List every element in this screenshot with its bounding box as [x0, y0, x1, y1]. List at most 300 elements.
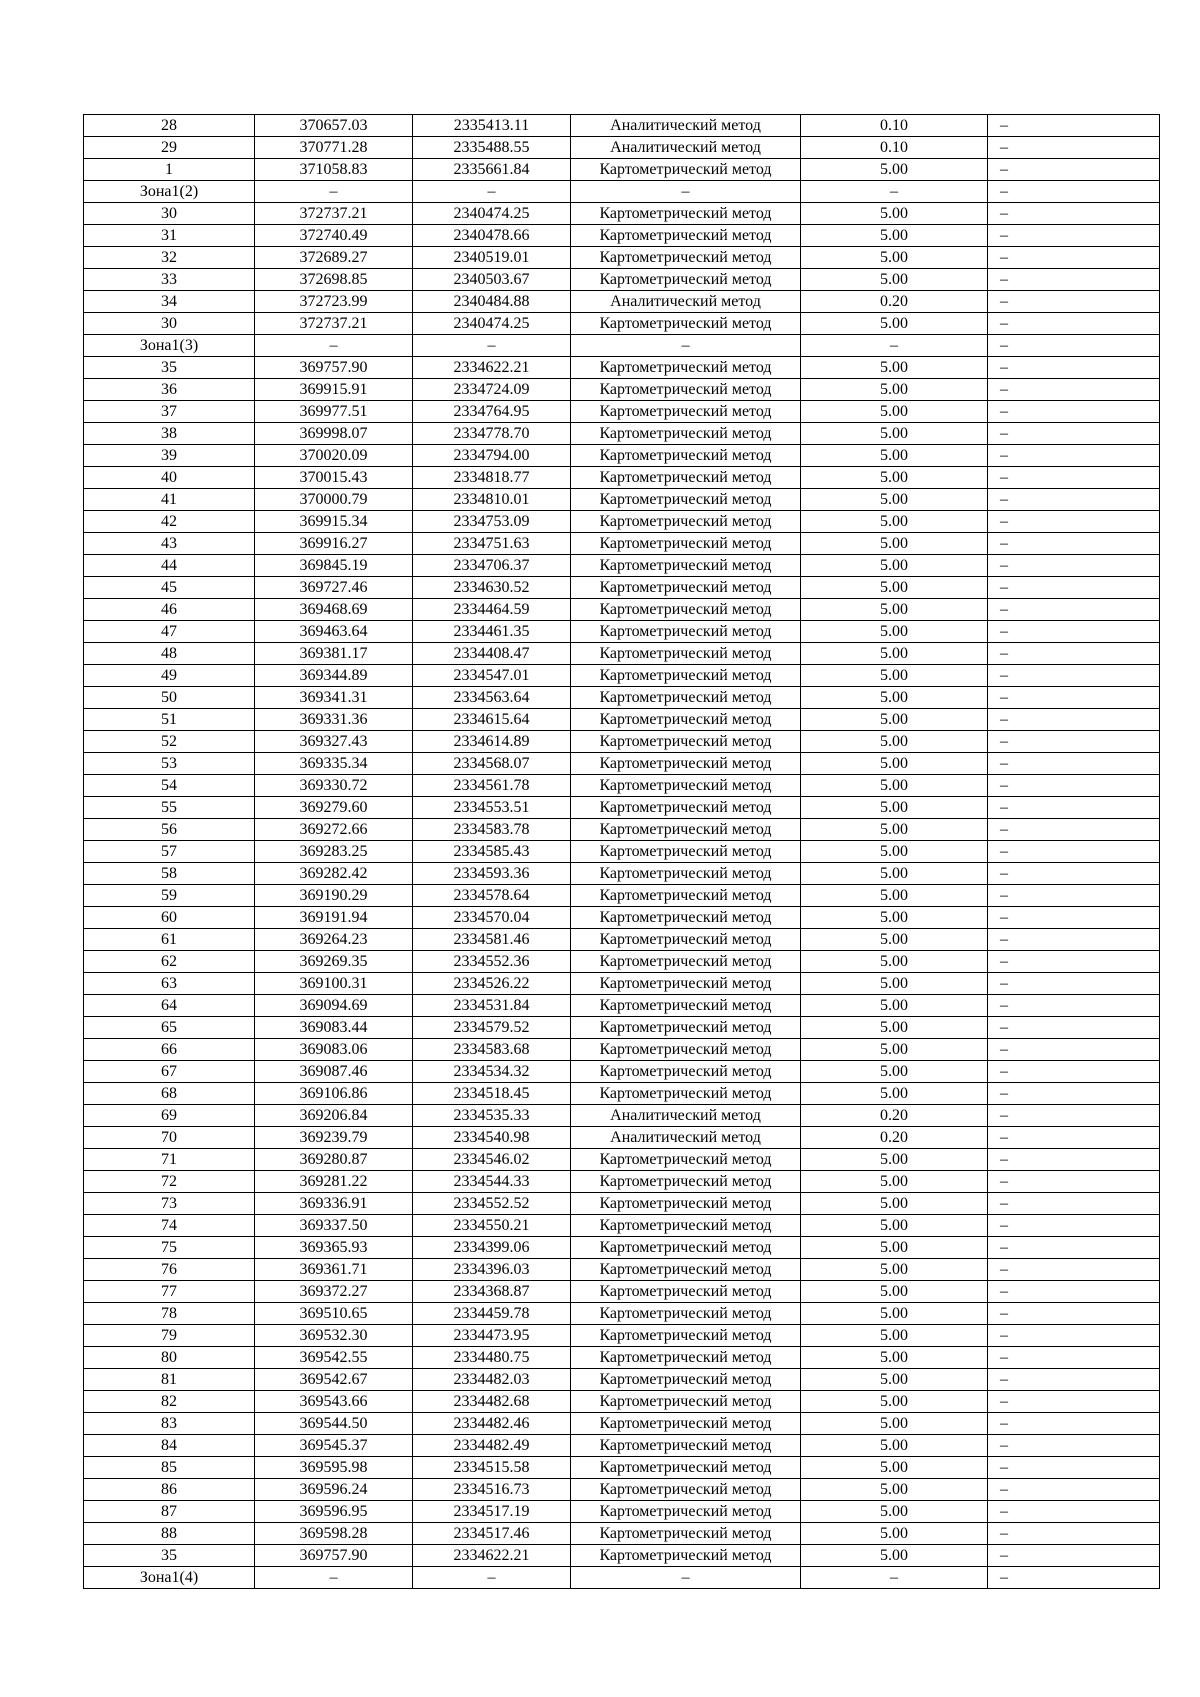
point-number-cell: 54	[84, 775, 255, 797]
y-coordinate-cell: 2334480.75	[413, 1347, 571, 1369]
description-cell: –	[988, 1435, 1160, 1457]
description-cell: –	[988, 1149, 1160, 1171]
description-cell: –	[988, 269, 1160, 291]
x-coordinate-cell: 369264.23	[255, 929, 413, 951]
x-coordinate-cell: 369598.28	[255, 1523, 413, 1545]
table-row	[84, 1237, 1160, 1259]
description-cell: –	[988, 731, 1160, 753]
y-coordinate-cell: 2334578.64	[413, 885, 571, 907]
x-coordinate-cell: 372740.49	[255, 225, 413, 247]
table-row	[84, 841, 1160, 863]
x-coordinate-cell: 369977.51	[255, 401, 413, 423]
x-coordinate-cell: 370771.28	[255, 137, 413, 159]
accuracy-cell: 5.00	[801, 753, 988, 775]
method-cell: Аналитический метод	[571, 1105, 801, 1127]
accuracy-cell: 5.00	[801, 1171, 988, 1193]
y-coordinate-cell: 2334482.49	[413, 1435, 571, 1457]
accuracy-cell: 5.00	[801, 973, 988, 995]
point-number-cell: 60	[84, 907, 255, 929]
point-number-cell: 64	[84, 995, 255, 1017]
x-coordinate-cell: 369272.66	[255, 819, 413, 841]
y-coordinate-cell: 2334534.32	[413, 1061, 571, 1083]
point-number-cell: 75	[84, 1237, 255, 1259]
method-cell: Картометрический метод	[571, 643, 801, 665]
point-number-cell: 76	[84, 1259, 255, 1281]
point-number-cell: 53	[84, 753, 255, 775]
table-row	[84, 1017, 1160, 1039]
method-cell: Картометрический метод	[571, 555, 801, 577]
x-coordinate-cell: 369596.24	[255, 1479, 413, 1501]
method-cell: Картометрический метод	[571, 819, 801, 841]
y-coordinate-cell: 2334622.21	[413, 357, 571, 379]
accuracy-cell: 5.00	[801, 709, 988, 731]
method-cell: Картометрический метод	[571, 1435, 801, 1457]
x-coordinate-cell: –	[255, 335, 413, 357]
accuracy-cell: 5.00	[801, 269, 988, 291]
accuracy-cell: 5.00	[801, 1413, 988, 1435]
method-cell: Картометрический метод	[571, 1061, 801, 1083]
description-cell: –	[988, 863, 1160, 885]
description-cell: –	[988, 1193, 1160, 1215]
point-number-cell: 72	[84, 1171, 255, 1193]
point-number-cell: Зона1(3)	[84, 335, 255, 357]
description-cell: –	[988, 247, 1160, 269]
table-row	[84, 907, 1160, 929]
table-row	[84, 885, 1160, 907]
x-coordinate-cell: 369083.06	[255, 1039, 413, 1061]
point-number-cell: 34	[84, 291, 255, 313]
x-coordinate-cell: 369361.71	[255, 1259, 413, 1281]
accuracy-cell: 5.00	[801, 687, 988, 709]
table-row	[84, 1457, 1160, 1479]
x-coordinate-cell: 369757.90	[255, 1545, 413, 1567]
y-coordinate-cell: 2334563.64	[413, 687, 571, 709]
accuracy-cell: 5.00	[801, 885, 988, 907]
point-number-cell: 51	[84, 709, 255, 731]
description-cell: –	[988, 599, 1160, 621]
accuracy-cell: 5.00	[801, 731, 988, 753]
x-coordinate-cell: 369191.94	[255, 907, 413, 929]
description-cell: –	[988, 709, 1160, 731]
description-cell: –	[988, 335, 1160, 357]
y-coordinate-cell: 2334459.78	[413, 1303, 571, 1325]
method-cell: Картометрический метод	[571, 1545, 801, 1567]
x-coordinate-cell: 369341.31	[255, 687, 413, 709]
table-row	[84, 1501, 1160, 1523]
accuracy-cell: 5.00	[801, 1039, 988, 1061]
x-coordinate-cell: 369916.27	[255, 533, 413, 555]
description-cell: –	[988, 1501, 1160, 1523]
x-coordinate-cell: 369327.43	[255, 731, 413, 753]
x-coordinate-cell: 369239.79	[255, 1127, 413, 1149]
point-number-cell: 73	[84, 1193, 255, 1215]
description-cell: –	[988, 1391, 1160, 1413]
point-number-cell: 74	[84, 1215, 255, 1237]
accuracy-cell: 5.00	[801, 1193, 988, 1215]
x-coordinate-cell: 372723.99	[255, 291, 413, 313]
point-number-cell: 77	[84, 1281, 255, 1303]
description-cell: –	[988, 401, 1160, 423]
accuracy-cell: 5.00	[801, 159, 988, 181]
point-number-cell: 39	[84, 445, 255, 467]
y-coordinate-cell: 2340519.01	[413, 247, 571, 269]
table-row	[84, 1171, 1160, 1193]
accuracy-cell: 5.00	[801, 863, 988, 885]
method-cell: Картометрический метод	[571, 379, 801, 401]
y-coordinate-cell: –	[413, 181, 571, 203]
method-cell: Картометрический метод	[571, 1369, 801, 1391]
method-cell: Картометрический метод	[571, 841, 801, 863]
y-coordinate-cell: 2334482.03	[413, 1369, 571, 1391]
accuracy-cell: 5.00	[801, 951, 988, 973]
method-cell: Картометрический метод	[571, 929, 801, 951]
y-coordinate-cell: 2334622.21	[413, 1545, 571, 1567]
description-cell: –	[988, 115, 1160, 137]
y-coordinate-cell: 2334461.35	[413, 621, 571, 643]
method-cell: Картометрический метод	[571, 445, 801, 467]
y-coordinate-cell: 2334579.52	[413, 1017, 571, 1039]
y-coordinate-cell: 2334517.46	[413, 1523, 571, 1545]
description-cell: –	[988, 159, 1160, 181]
y-coordinate-cell: 2335661.84	[413, 159, 571, 181]
method-cell: Картометрический метод	[571, 1391, 801, 1413]
point-number-cell: 71	[84, 1149, 255, 1171]
x-coordinate-cell: 370000.79	[255, 489, 413, 511]
method-cell: Картометрический метод	[571, 973, 801, 995]
point-number-cell: 32	[84, 247, 255, 269]
point-number-cell: 83	[84, 1413, 255, 1435]
x-coordinate-cell: 369545.37	[255, 1435, 413, 1457]
point-number-cell: 84	[84, 1435, 255, 1457]
accuracy-cell: 5.00	[801, 203, 988, 225]
x-coordinate-cell: 369915.34	[255, 511, 413, 533]
point-number-cell: 46	[84, 599, 255, 621]
accuracy-cell: 5.00	[801, 1523, 988, 1545]
accuracy-cell: 5.00	[801, 665, 988, 687]
point-number-cell: 50	[84, 687, 255, 709]
method-cell: Картометрический метод	[571, 1303, 801, 1325]
point-number-cell: 65	[84, 1017, 255, 1039]
y-coordinate-cell: 2340474.25	[413, 313, 571, 335]
point-number-cell: 59	[84, 885, 255, 907]
method-cell: Картометрический метод	[571, 1215, 801, 1237]
table-row	[84, 1523, 1160, 1545]
description-cell: –	[988, 1259, 1160, 1281]
point-number-cell: 69	[84, 1105, 255, 1127]
y-coordinate-cell: 2340484.88	[413, 291, 571, 313]
table-row	[84, 1281, 1160, 1303]
method-cell: Картометрический метод	[571, 951, 801, 973]
point-number-cell: 63	[84, 973, 255, 995]
table-row	[84, 951, 1160, 973]
y-coordinate-cell: 2334552.52	[413, 1193, 571, 1215]
x-coordinate-cell: 369365.93	[255, 1237, 413, 1259]
y-coordinate-cell: 2334482.68	[413, 1391, 571, 1413]
method-cell: Картометрический метод	[571, 423, 801, 445]
point-number-cell: 1	[84, 159, 255, 181]
y-coordinate-cell: 2334614.89	[413, 731, 571, 753]
y-coordinate-cell: 2334396.03	[413, 1259, 571, 1281]
point-number-cell: 28	[84, 115, 255, 137]
x-coordinate-cell: 369543.66	[255, 1391, 413, 1413]
zone-header-row	[84, 181, 1160, 203]
x-coordinate-cell: 369087.46	[255, 1061, 413, 1083]
table-row	[84, 929, 1160, 951]
x-coordinate-cell: 369335.34	[255, 753, 413, 775]
table-row	[84, 1127, 1160, 1149]
description-cell: –	[988, 775, 1160, 797]
accuracy-cell: 5.00	[801, 819, 988, 841]
x-coordinate-cell: –	[255, 181, 413, 203]
description-cell: –	[988, 819, 1160, 841]
point-number-cell: 82	[84, 1391, 255, 1413]
point-number-cell: 85	[84, 1457, 255, 1479]
description-cell: –	[988, 467, 1160, 489]
table-row	[84, 1479, 1160, 1501]
accuracy-cell: 5.00	[801, 1479, 988, 1501]
accuracy-cell: 5.00	[801, 1281, 988, 1303]
y-coordinate-cell: 2334550.21	[413, 1215, 571, 1237]
description-cell: –	[988, 225, 1160, 247]
method-cell: Картометрический метод	[571, 247, 801, 269]
method-cell: Картометрический метод	[571, 907, 801, 929]
y-coordinate-cell: 2334517.19	[413, 1501, 571, 1523]
method-cell: Картометрический метод	[571, 1457, 801, 1479]
x-coordinate-cell: 372737.21	[255, 203, 413, 225]
y-coordinate-cell: 2334630.52	[413, 577, 571, 599]
y-coordinate-cell: 2334535.33	[413, 1105, 571, 1127]
method-cell: Картометрический метод	[571, 313, 801, 335]
x-coordinate-cell: 369544.50	[255, 1413, 413, 1435]
description-cell: –	[988, 885, 1160, 907]
accuracy-cell: 0.10	[801, 115, 988, 137]
y-coordinate-cell: 2334482.46	[413, 1413, 571, 1435]
y-coordinate-cell: 2334751.63	[413, 533, 571, 555]
accuracy-cell: 0.20	[801, 1127, 988, 1149]
method-cell: Аналитический метод	[571, 1127, 801, 1149]
x-coordinate-cell: 369206.84	[255, 1105, 413, 1127]
table-row	[84, 665, 1160, 687]
method-cell: Картометрический метод	[571, 1281, 801, 1303]
accuracy-cell: 5.00	[801, 995, 988, 1017]
x-coordinate-cell: 369331.36	[255, 709, 413, 731]
accuracy-cell: 5.00	[801, 1369, 988, 1391]
x-coordinate-cell: 369542.55	[255, 1347, 413, 1369]
point-number-cell: 29	[84, 137, 255, 159]
table-row	[84, 1061, 1160, 1083]
zone-header-row	[84, 1567, 1160, 1589]
accuracy-cell: 5.00	[801, 555, 988, 577]
accuracy-cell: 5.00	[801, 379, 988, 401]
y-coordinate-cell: 2334581.46	[413, 929, 571, 951]
x-coordinate-cell: 372698.85	[255, 269, 413, 291]
table-row	[84, 1347, 1160, 1369]
accuracy-cell: 5.00	[801, 1545, 988, 1567]
table-row	[84, 1303, 1160, 1325]
accuracy-cell: 5.00	[801, 467, 988, 489]
description-cell: –	[988, 929, 1160, 951]
method-cell: Картометрический метод	[571, 797, 801, 819]
x-coordinate-cell: 369542.67	[255, 1369, 413, 1391]
description-cell: –	[988, 1347, 1160, 1369]
description-cell: –	[988, 1413, 1160, 1435]
point-number-cell: 42	[84, 511, 255, 533]
method-cell: –	[571, 335, 801, 357]
accuracy-cell: 0.10	[801, 137, 988, 159]
y-coordinate-cell: 2334615.64	[413, 709, 571, 731]
x-coordinate-cell: 369596.95	[255, 1501, 413, 1523]
point-number-cell: 61	[84, 929, 255, 951]
description-cell: –	[988, 687, 1160, 709]
table-row	[84, 1149, 1160, 1171]
x-coordinate-cell: 369083.44	[255, 1017, 413, 1039]
method-cell: Картометрический метод	[571, 775, 801, 797]
table-row	[84, 973, 1160, 995]
x-coordinate-cell: 370015.43	[255, 467, 413, 489]
point-number-cell: Зона1(2)	[84, 181, 255, 203]
description-cell: –	[988, 1303, 1160, 1325]
y-coordinate-cell: 2334570.04	[413, 907, 571, 929]
description-cell: –	[988, 511, 1160, 533]
x-coordinate-cell: 369281.22	[255, 1171, 413, 1193]
y-coordinate-cell: 2334526.22	[413, 973, 571, 995]
y-coordinate-cell: 2334593.36	[413, 863, 571, 885]
y-coordinate-cell: 2334778.70	[413, 423, 571, 445]
description-cell: –	[988, 1237, 1160, 1259]
description-cell: –	[988, 951, 1160, 973]
zone-header-row	[84, 335, 1160, 357]
point-number-cell: 80	[84, 1347, 255, 1369]
x-coordinate-cell: 369510.65	[255, 1303, 413, 1325]
x-coordinate-cell: 369344.89	[255, 665, 413, 687]
point-number-cell: 38	[84, 423, 255, 445]
description-cell: –	[988, 1523, 1160, 1545]
y-coordinate-cell: –	[413, 1567, 571, 1589]
description-cell: –	[988, 1325, 1160, 1347]
accuracy-cell: 5.00	[801, 533, 988, 555]
description-cell: –	[988, 621, 1160, 643]
point-number-cell: 78	[84, 1303, 255, 1325]
y-coordinate-cell: 2340474.25	[413, 203, 571, 225]
method-cell: Картометрический метод	[571, 1501, 801, 1523]
table-row	[84, 621, 1160, 643]
method-cell: Аналитический метод	[571, 115, 801, 137]
accuracy-cell: 5.00	[801, 1259, 988, 1281]
description-cell: –	[988, 995, 1160, 1017]
x-coordinate-cell: 369727.46	[255, 577, 413, 599]
table-row	[84, 115, 1160, 137]
description-cell: –	[988, 797, 1160, 819]
y-coordinate-cell: 2334764.95	[413, 401, 571, 423]
method-cell: Картометрический метод	[571, 1325, 801, 1347]
point-number-cell: 81	[84, 1369, 255, 1391]
x-coordinate-cell: 369336.91	[255, 1193, 413, 1215]
description-cell: –	[988, 1479, 1160, 1501]
y-coordinate-cell: 2334399.06	[413, 1237, 571, 1259]
table-row	[84, 709, 1160, 731]
accuracy-cell: 5.00	[801, 247, 988, 269]
method-cell: –	[571, 181, 801, 203]
description-cell: –	[988, 137, 1160, 159]
x-coordinate-cell: 369532.30	[255, 1325, 413, 1347]
y-coordinate-cell: 2334585.43	[413, 841, 571, 863]
y-coordinate-cell: 2334561.78	[413, 775, 571, 797]
point-number-cell: 43	[84, 533, 255, 555]
y-coordinate-cell: 2334724.09	[413, 379, 571, 401]
table-row	[84, 445, 1160, 467]
method-cell: Картометрический метод	[571, 753, 801, 775]
y-coordinate-cell: 2334516.73	[413, 1479, 571, 1501]
y-coordinate-cell: 2334544.33	[413, 1171, 571, 1193]
table-row	[84, 401, 1160, 423]
method-cell: Картометрический метод	[571, 159, 801, 181]
accuracy-cell: 5.00	[801, 797, 988, 819]
method-cell: Картометрический метод	[571, 1259, 801, 1281]
coordinates-table	[83, 114, 1160, 1589]
point-number-cell: 86	[84, 1479, 255, 1501]
y-coordinate-cell: –	[413, 335, 571, 357]
accuracy-cell: 5.00	[801, 1061, 988, 1083]
table-row	[84, 269, 1160, 291]
description-cell: –	[988, 423, 1160, 445]
x-coordinate-cell: 369190.29	[255, 885, 413, 907]
description-cell: –	[988, 379, 1160, 401]
x-coordinate-cell: 369337.50	[255, 1215, 413, 1237]
description-cell: –	[988, 533, 1160, 555]
x-coordinate-cell: 372737.21	[255, 313, 413, 335]
coordinates-table-body	[84, 115, 1160, 1589]
description-cell: –	[988, 577, 1160, 599]
point-number-cell: 68	[84, 1083, 255, 1105]
method-cell: Картометрический метод	[571, 621, 801, 643]
accuracy-cell: 5.00	[801, 1083, 988, 1105]
description-cell: –	[988, 841, 1160, 863]
accuracy-cell: 0.20	[801, 291, 988, 313]
y-coordinate-cell: 2334368.87	[413, 1281, 571, 1303]
x-coordinate-cell: –	[255, 1567, 413, 1589]
method-cell: Картометрический метод	[571, 1039, 801, 1061]
description-cell: –	[988, 489, 1160, 511]
x-coordinate-cell: 369106.86	[255, 1083, 413, 1105]
point-number-cell: 45	[84, 577, 255, 599]
method-cell: Картометрический метод	[571, 1017, 801, 1039]
table-row	[84, 555, 1160, 577]
description-cell: –	[988, 665, 1160, 687]
description-cell: –	[988, 1017, 1160, 1039]
point-number-cell: Зона1(4)	[84, 1567, 255, 1589]
description-cell: –	[988, 445, 1160, 467]
method-cell: Картометрический метод	[571, 1149, 801, 1171]
accuracy-cell: 5.00	[801, 489, 988, 511]
accuracy-cell: 5.00	[801, 1303, 988, 1325]
y-coordinate-cell: 2334553.51	[413, 797, 571, 819]
accuracy-cell: 5.00	[801, 1347, 988, 1369]
table-row	[84, 797, 1160, 819]
method-cell: Картометрический метод	[571, 577, 801, 599]
description-cell: –	[988, 1061, 1160, 1083]
accuracy-cell: 5.00	[801, 643, 988, 665]
x-coordinate-cell: 371058.83	[255, 159, 413, 181]
method-cell: Картометрический метод	[571, 1237, 801, 1259]
table-row	[84, 1039, 1160, 1061]
y-coordinate-cell: 2334408.47	[413, 643, 571, 665]
table-row	[84, 489, 1160, 511]
point-number-cell: 41	[84, 489, 255, 511]
point-number-cell: 36	[84, 379, 255, 401]
y-coordinate-cell: 2340503.67	[413, 269, 571, 291]
table-row	[84, 687, 1160, 709]
method-cell: Картометрический метод	[571, 203, 801, 225]
